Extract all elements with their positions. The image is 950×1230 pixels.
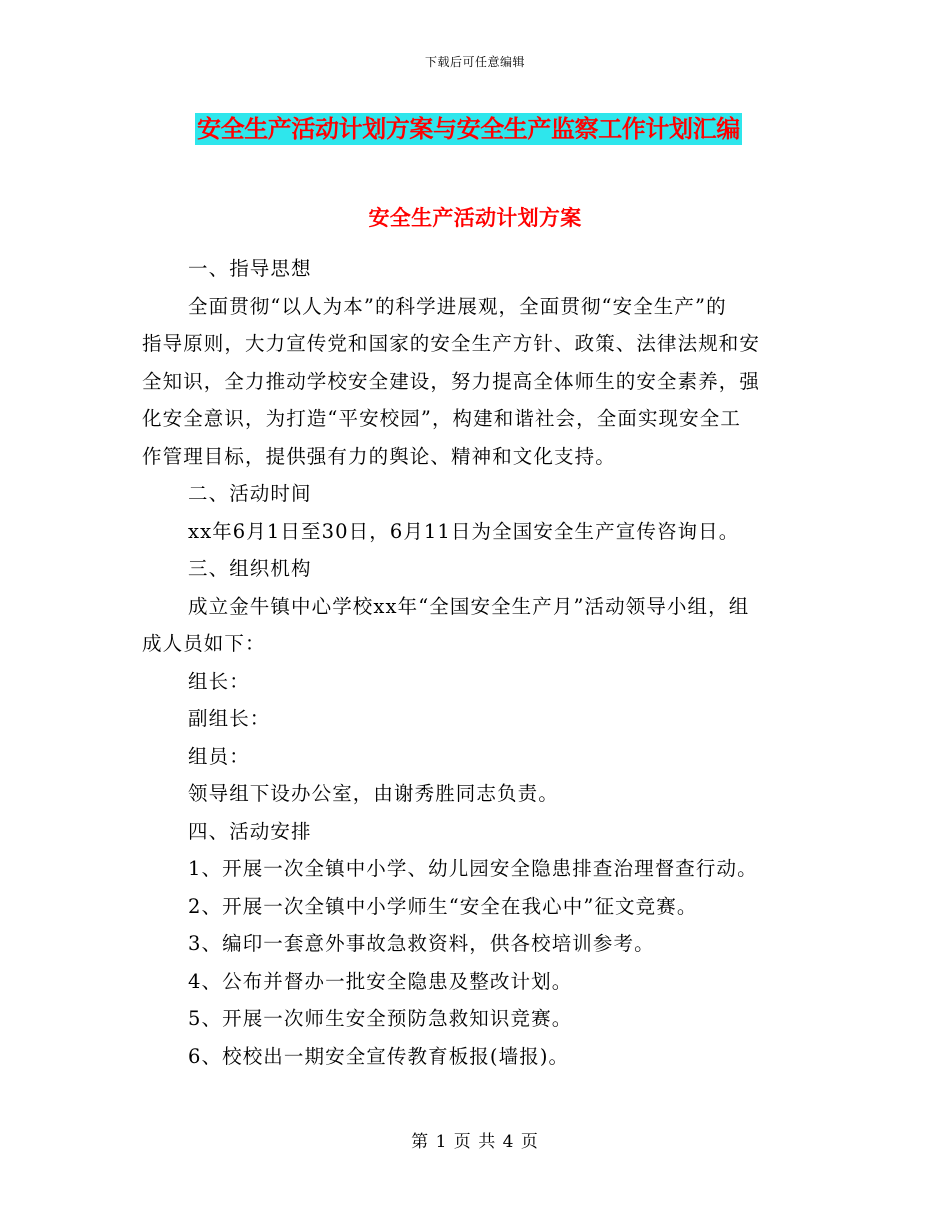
list-item: 组员： xyxy=(188,744,250,768)
list-item: 2、开展一次全镇中小学师生“安全在我心中”征文竞赛。 xyxy=(188,894,698,918)
section-heading: 一、指导思想 xyxy=(188,257,312,280)
list-item: 组长： xyxy=(188,669,250,693)
list-item: 副组长： xyxy=(188,707,271,730)
page-number-footer: 第 1 页 共 4 页 xyxy=(411,1132,539,1152)
list-item: 5、开展一次师生安全预防急救知识竞赛。 xyxy=(188,1007,573,1030)
list-item: 3、编印一套意外事故急救资料，供各校培训参考。 xyxy=(188,932,655,955)
main-title-highlight xyxy=(195,113,742,145)
header-note: 下载后可任意编辑 xyxy=(424,55,525,69)
paragraph-line: xx年6月1日至30日，6月11日为全国安全生产宣传咨询日。 xyxy=(188,519,740,543)
section-heading: 二、活动时间 xyxy=(188,482,312,505)
paragraph-line: 全面贯彻“以人为本”的科学进展观，全面贯彻“安全生产”的 xyxy=(188,294,727,318)
document-body xyxy=(142,250,804,1075)
sub-title: 安全生产活动计划方案 xyxy=(368,206,582,230)
list-item: 6、校校出一期安全宣传教育板报(墙报)。 xyxy=(188,1044,570,1068)
list-item: 1、开展一次全镇中小学、幼儿园安全隐患排查治理督查行动。 xyxy=(188,857,758,880)
paragraph-line: 成人员如下： xyxy=(142,632,266,655)
list-item: 4、公布并督办一批安全隐患及整改计划。 xyxy=(188,969,573,993)
paragraph-line: 作管理目标，提供强有力的舆论、精神和文化支持。 xyxy=(142,444,616,468)
paragraph-line: 全知识，全力推动学校安全建设，努力提高全体师生的安全素养，强 xyxy=(142,369,761,393)
section-heading: 四、活动安排 xyxy=(188,819,312,843)
paragraph-line: 领导组下设办公室，由谢秀胜同志负责。 xyxy=(188,782,559,805)
paragraph-line: 指导原则，大力宣传党和国家的安全生产方针、政策、法律法规和安 xyxy=(142,332,761,355)
section-heading: 三、组织机构 xyxy=(188,557,312,580)
main-title: 安全生产活动计划方案与安全生产监察工作计划汇编 xyxy=(197,115,740,143)
paragraph-line: 成立金牛镇中心学校xx年“全国安全生产月”活动领导小组，组 xyxy=(188,594,750,618)
paragraph-line: 化安全意识，为打造“平安校园”，构建和谐社会，全面实现安全工 xyxy=(142,407,741,430)
